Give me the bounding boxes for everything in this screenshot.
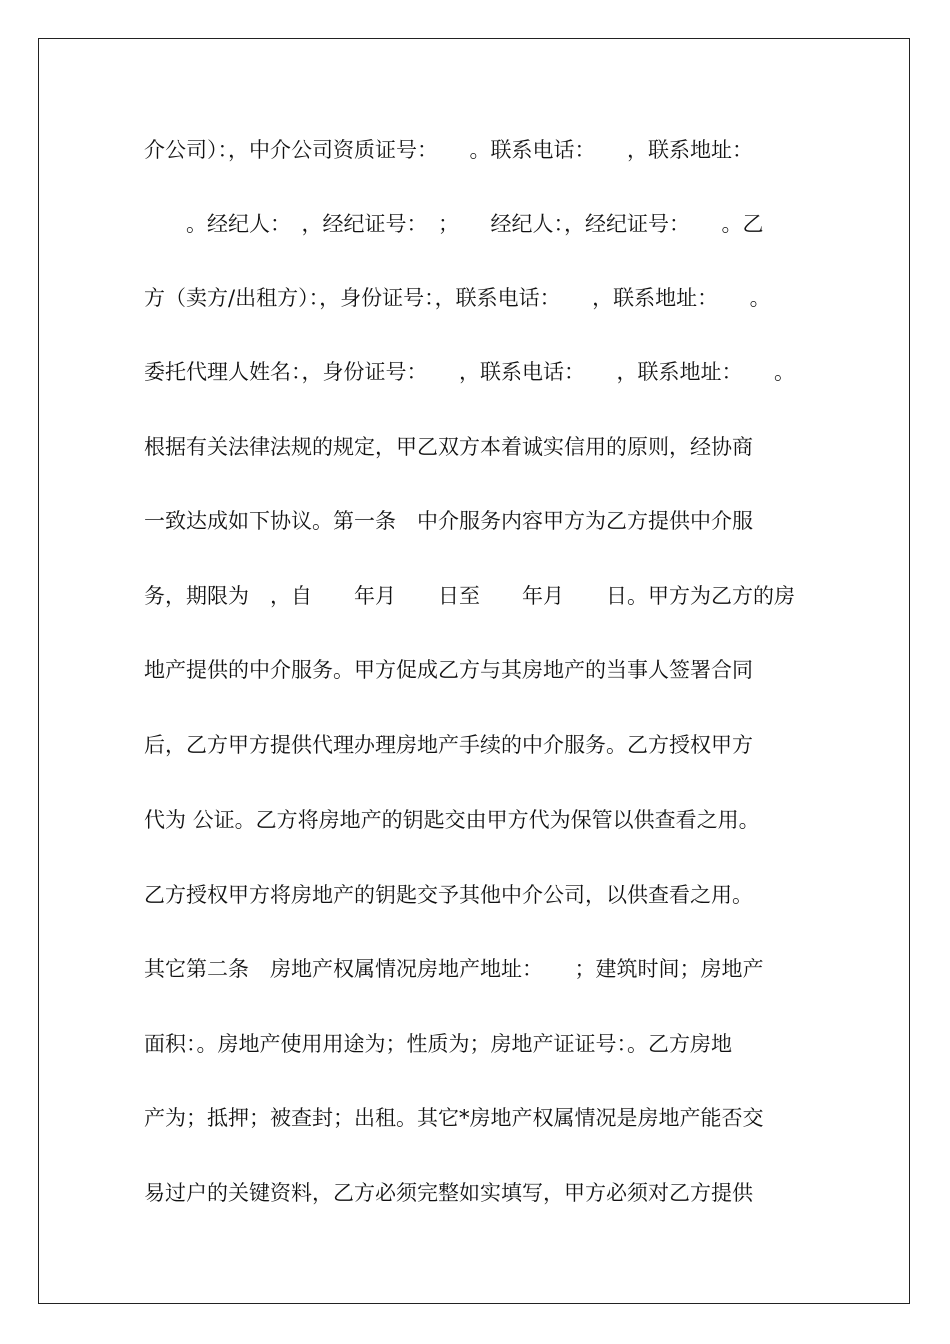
text-line: 。经纪人： ，经纪证号： ； 经纪人：，经纪证号： 。乙 (144, 212, 764, 236)
text-line: 地产提供的中介服务。甲方促成乙方与其房地产的当事人签署合同 (144, 658, 753, 682)
text-line: 产为；抵押；被查封；出租。其它*房地产权属情况是房地产能否交 (144, 1106, 764, 1130)
text-line: 委托代理人姓名：，身份证号： ，联系电话： ，联系地址： 。 (144, 360, 795, 384)
text-line: 一致达成如下协议。第一条 中介服务内容甲方为乙方提供中介服 (144, 509, 753, 533)
text-line: 易过户的关键资料，乙方必须完整如实填写，甲方必须对乙方提供 (144, 1181, 753, 1205)
text-line: 后，乙方甲方提供代理办理房地产手续的中介服务。乙方授权甲方 (144, 733, 753, 757)
text-line: 介公司）：，中介公司资质证号： 。联系电话： ，联系地址： (144, 138, 753, 162)
text-line: 务，期限为 ，自 年月 日至 年月 日。甲方为乙方的房 (144, 584, 795, 608)
text-line: 代为 公证。乙方将房地产的钥匙交由甲方代为保管以供查看之用。 (144, 808, 760, 832)
text-line: 根据有关法律法规的规定，甲乙双方本着诚实信用的原则，经协商 (144, 435, 753, 459)
text-line: 面积：。房地产使用用途为；性质为；房地产证证号：。乙方房地 (144, 1032, 732, 1056)
text-line: 乙方授权甲方将房地产的钥匙交予其他中介公司，以供查看之用。 (144, 883, 753, 907)
text-line: 其它第二条 房地产权属情况房地产地址： ；建筑时间；房地产 (144, 957, 764, 981)
text-line: 方（卖方/出租方）：，身份证号：，联系电话： ，联系地址： 。 (144, 286, 771, 310)
